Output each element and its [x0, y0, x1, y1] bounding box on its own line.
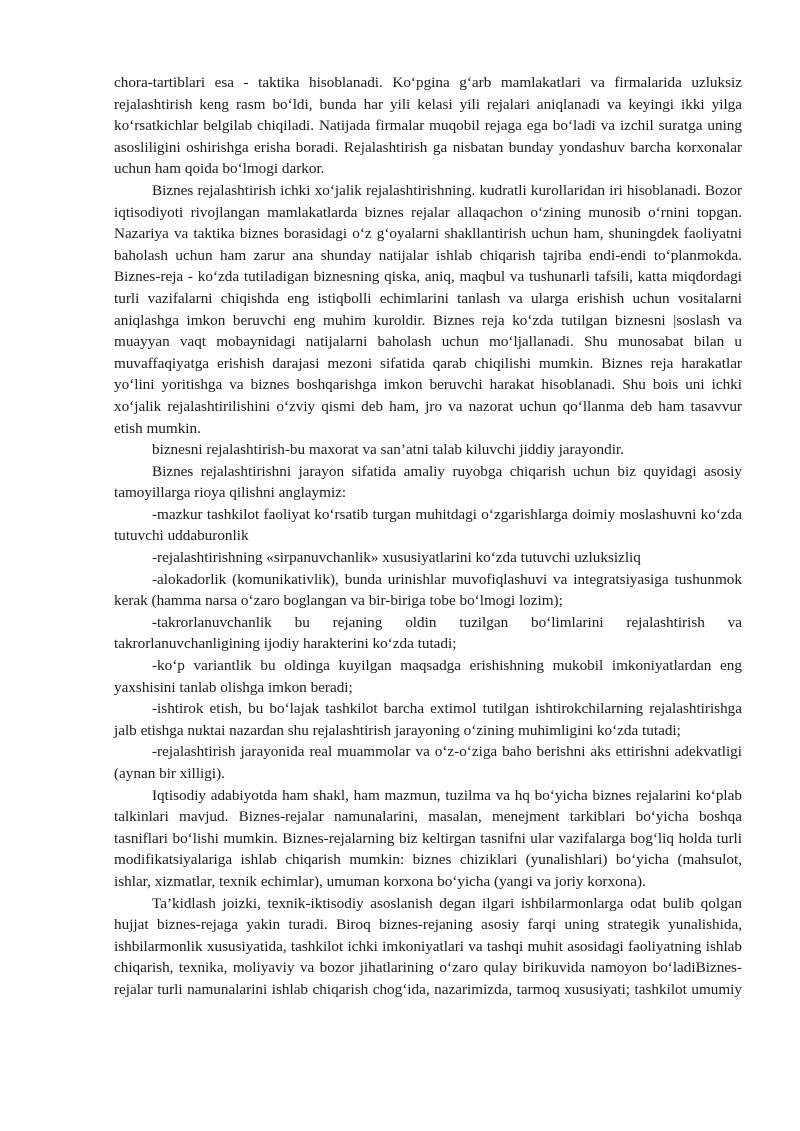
list-item-multivariance: -ko‘p variantlik bu oldinga kuyilgan maqsadga erishishning mukobil imkoniyatlardan eng yaxshisini tanlab olishga imkon beradi; [114, 657, 742, 696]
list-item-iteration: -takrorlanuvchanlik bu rejaning oldin tuzilgan bo‘limlarini rejalashtirish va takrorlanuvchanligining ijodiy harakterini ko‘zda tutadi; [114, 613, 742, 653]
paragraph-feasibility-study: Ta’kidlash joizki, texnik-iktisodiy asoslanish degan ilgari ishbilarmonlarga odat bulib qolgan hujjat biznes-rejaga yakin turadi. Biroq biznes-rejaning asosiy farqi uning strategik yunalishida, ishbilarmonlik xususiyatida, tashkilot ichki imkoniyatlari va tashqi muhit asosidagi faoliyatning ishlab chiqarish, texnika, moliyaviy va bozor jihatlarining o‘zaro qulay birikuvida namoyon bo‘ladiBiznes-rejalar turli namunalarini ishlab chiqarish chog‘ida, nazarimizda, tarmoq xususiyati; tashkilot umumiy [114, 894, 742, 998]
list-item-adequacy: -rejalashtirish jarayonida real muammolar va o‘z-o‘ziga baho berishni aks ettirishni adekvatligi (aynan bir xilligi). [114, 743, 742, 782]
list-item-participation: -ishtirok etish, bu bo‘lajak tashkilot barcha extimol tutilgan ishtirokchilarning rejalashtirishga jalb etishga nuktai nazardan shu rejalashtirish jarayoning o‘zining muhimligini ko‘zda tutadi; [114, 700, 742, 739]
paragraph-planning-continuation: chora-tartiblari esa - taktika hisoblanadi. Ko‘pgina g‘arb mamlakatlari va firmalarida uzluksiz rejalashtirish keng rasm bo‘ldi, bunda har yili kelasi yili rejalari aniqlanadi va keyingi ikki yilga ko‘rsatkichlar belgilab chiqiladi. Natijada firmalar muqobil rejaga ega bo‘ladi va izchil suratga uning asosliligini oshirishga erisha boradi. Rejalashtirish ga nisbatan bunday yondashuv barcha korxonalar uchun ham qoida bo‘lmogi darkor. [114, 74, 742, 178]
paragraph-economic-literature: Iqtisodiy adabiyotda ham shakl, ham mazmun, tuzilma va hq bo‘yicha biznes rejalarini ko‘plab talkinlari mavjud. Biznes-rejalar namunalarini, masalan, menejment tarkiblari bo‘yicha boshqa tasniflari bo‘lishi mumkin. Biznes-rejalarning biz keltirgan tasnifni ular vazifalarga bog‘liq holda turli modifikatsiyalariga ishlab chiqarish mumkin: biznes chiziklari (yunalishlari) bo‘yicha (mahsulot, ishlar, xizmatlar, texnik echimlar), umuman korxona bo‘yicha (yangi va joriy korxona). [114, 786, 742, 890]
document-page [114, 72, 742, 1001]
paragraph-serious-process: biznesni rejalashtirish-bu maxorat va san’atni talab kiluvchi jiddiy jarayondir. [152, 441, 624, 459]
list-item-flexibility: -mazkur tashkilot faoliyat ko‘rsatib turgan muhitdagi o‘zgarishlarga doimiy moslashuvni ko‘zda tutuvchi uddaburonlik [114, 505, 742, 545]
list-item-communication: -alokadorlik (komunikativlik), bunda urinishlar muvofiqlashuvi va integratsiyasiga tushunmok kerak (hamma narsa o‘zaro boglangan va bir-biriga tobe bo‘lmogi lozim); [114, 570, 742, 610]
paragraph-principles-intro: Biznes rejalashtirishni jarayon sifatida amaliy ruyobga chiqarish uchun biz quyidagi asosiy tamoyillarga rioya qilishni anglaymiz: [114, 462, 742, 502]
list-item-continuity: -rejalashtirishning «sirpanuvchanlik» xususiyatlarini ko‘zda tutuvchi uzluksizliq [152, 549, 641, 567]
paragraph-business-planning: Biznes rejalashtirish ichki xo‘jalik rejalashtirishning. kudratli kurollaridan iri hisoblanadi. Bozor iqtisodiyoti rivojlangan mamlakatlarda biznes rejalar allaqachon o‘zining munosib o‘rnini topgan. Nazariya va taktika biznes borasidagi o‘z g‘oyalarni shakllantirish uchun ham, shuningdek faoliyatni baholash uchun ham zarur ana shunday natijalar ishlab chiqarish tajriba endi-endi to‘planmokda. Biznes-reja - ko‘zda tutiladigan biznesning qiska, aniq, maqbul va tushunarli tafsili, katta miqdordagi turli vazifalarni chiqishda eng istiqbolli echimlarini tanlash va ularga erishish uchun vositalarni aniqlashga imkon beruvchi eng muhim kuroldir. Biznes reja ko‘zda tutilgan biznesni |soslash va muayyan vaqt mobaynidagi natijalarni baholash uchun mo‘ljallanadi. Shu munosabat bilan u muvaffaqiyatga erishish darajasi mezoni sifatida qarab chiqilishi mumkin. Biznes reja harakatlar yo‘lini yoritishga va biznes boshqarishga imkon beruvchi harakat hisoblanadi. Shu bois uni ichki xo‘jalik rejalashtirilishini o‘zviy qismi deb ham, jro va nazorat uchun qo‘llanma deb ham tasavvur etish mumkin. [114, 181, 742, 437]
